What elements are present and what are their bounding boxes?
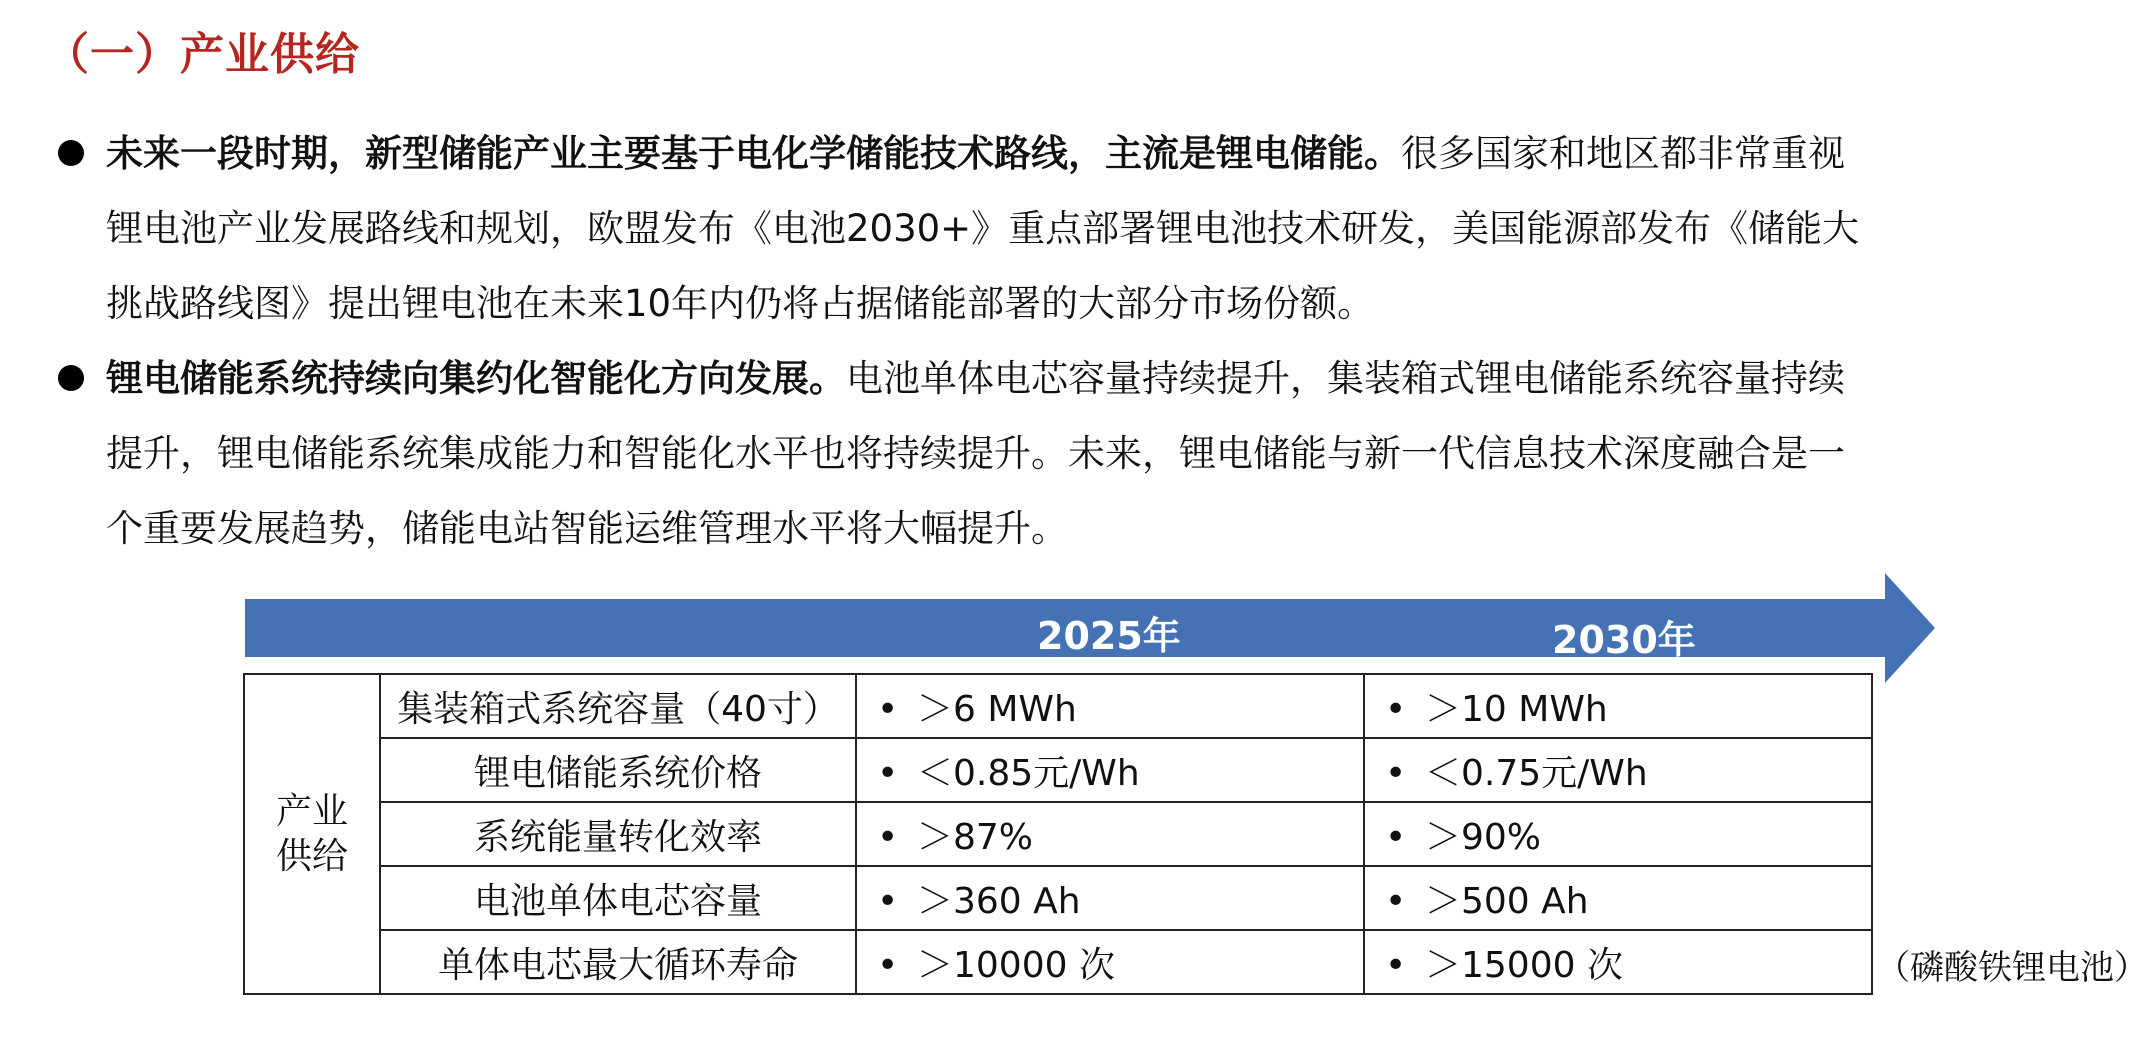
value-text: ＜0.75元/Wh xyxy=(1425,752,1648,794)
battery-type-note: （磷酸铁锂电池） xyxy=(1876,948,2148,988)
bullet-glyph: • xyxy=(877,688,899,730)
value-2030-cell xyxy=(1364,866,1872,930)
section-heading: （一）产业供给 xyxy=(45,29,360,80)
value-2025-cell xyxy=(856,866,1364,930)
bullet-line: 挑战路线图》提出锂电池在未来10年内仍将占据储能部署的大部分市场份额。 xyxy=(106,282,1375,325)
table-row xyxy=(244,674,1872,738)
bullet-line: 个重要发展趋势，储能电站智能运维管理水平将大幅提升。 xyxy=(106,507,1068,550)
value-text: ＞10000 次 xyxy=(917,944,1115,986)
bullet-glyph: • xyxy=(1385,752,1407,794)
value-2025-cell xyxy=(856,930,1364,994)
value-2025-cell xyxy=(856,738,1364,802)
bullet-glyph: • xyxy=(1385,688,1407,730)
timeline-year-2030: 2030年 xyxy=(1552,618,1696,662)
value-text: ＞10 MWh xyxy=(1425,688,1608,730)
bullet-text: 很多国家和地区都非常重视 xyxy=(1401,132,1845,175)
value-2030-cell xyxy=(1364,802,1872,866)
value-text: ＜0.85元/Wh xyxy=(917,752,1140,794)
value-text: ＞6 MWh xyxy=(917,688,1077,730)
bullet-text: 电池单体电芯容量持续提升，集装箱式锂电储能系统容量持续 xyxy=(846,357,1845,400)
value-2030-cell xyxy=(1364,930,1872,994)
value-text: ＞87% xyxy=(917,816,1034,858)
table-row xyxy=(244,802,1872,866)
table-row xyxy=(244,930,1872,994)
category-cell xyxy=(244,674,380,994)
bullet-glyph: • xyxy=(877,944,899,986)
value-2030-cell xyxy=(1364,674,1872,738)
supply-targets-table xyxy=(243,673,1873,995)
value-2030-cell xyxy=(1364,738,1872,802)
table-row xyxy=(244,738,1872,802)
bullet-line xyxy=(106,116,2090,191)
bullet-item-1 xyxy=(40,116,2090,341)
bullet-glyph: • xyxy=(1385,816,1407,858)
bullet-list xyxy=(40,116,2090,566)
metric-cell: 系统能量转化效率 xyxy=(380,802,856,866)
metric-cell: 电池单体电芯容量 xyxy=(380,866,856,930)
value-2025-cell xyxy=(856,674,1364,738)
value-text: ＞360 Ah xyxy=(917,880,1081,922)
bullet-line: 提升，锂电储能系统集成能力和智能化水平也将持续提升。未来，锂电储能与新一代信息技术深度融合是一 xyxy=(106,432,1845,475)
metric-cell: 单体电芯最大循环寿命 xyxy=(380,930,856,994)
bullet-line: 锂电池产业发展路线和规划，欧盟发布《电池2030+》重点部署锂电池技术研发，美国能源部发布《储能大 xyxy=(106,207,1860,250)
metric-cell: 锂电储能系统价格 xyxy=(380,738,856,802)
value-text: ＞15000 次 xyxy=(1425,944,1623,986)
value-2025-cell xyxy=(856,802,1364,866)
table-row xyxy=(244,866,1872,930)
bullet-lead-bold: 未来一段时期，新型储能产业主要基于电化学储能技术路线，主流是锂电储能。 xyxy=(106,132,1401,175)
bullet-glyph: • xyxy=(877,816,899,858)
bullet-glyph: • xyxy=(1385,944,1407,986)
bullet-dot-icon xyxy=(58,140,84,166)
bullet-glyph: • xyxy=(1385,880,1407,922)
timeline-arrow xyxy=(245,573,1935,683)
category-label: 供给 xyxy=(275,836,348,877)
metric-cell: 集装箱式系统容量（40寸） xyxy=(380,674,856,738)
bullet-lead-bold: 锂电储能系统持续向集约化智能化方向发展。 xyxy=(106,357,846,400)
value-text: ＞90% xyxy=(1425,816,1542,858)
bullet-glyph: • xyxy=(877,880,899,922)
bullet-item-2 xyxy=(40,341,2090,566)
bullet-dot-icon xyxy=(58,365,84,391)
bullet-line xyxy=(106,341,2090,416)
category-label: 产业 xyxy=(275,791,348,832)
value-text: ＞500 Ah xyxy=(1425,880,1589,922)
timeline-year-2025: 2025年 xyxy=(1037,614,1181,658)
bullet-glyph: • xyxy=(877,752,899,794)
